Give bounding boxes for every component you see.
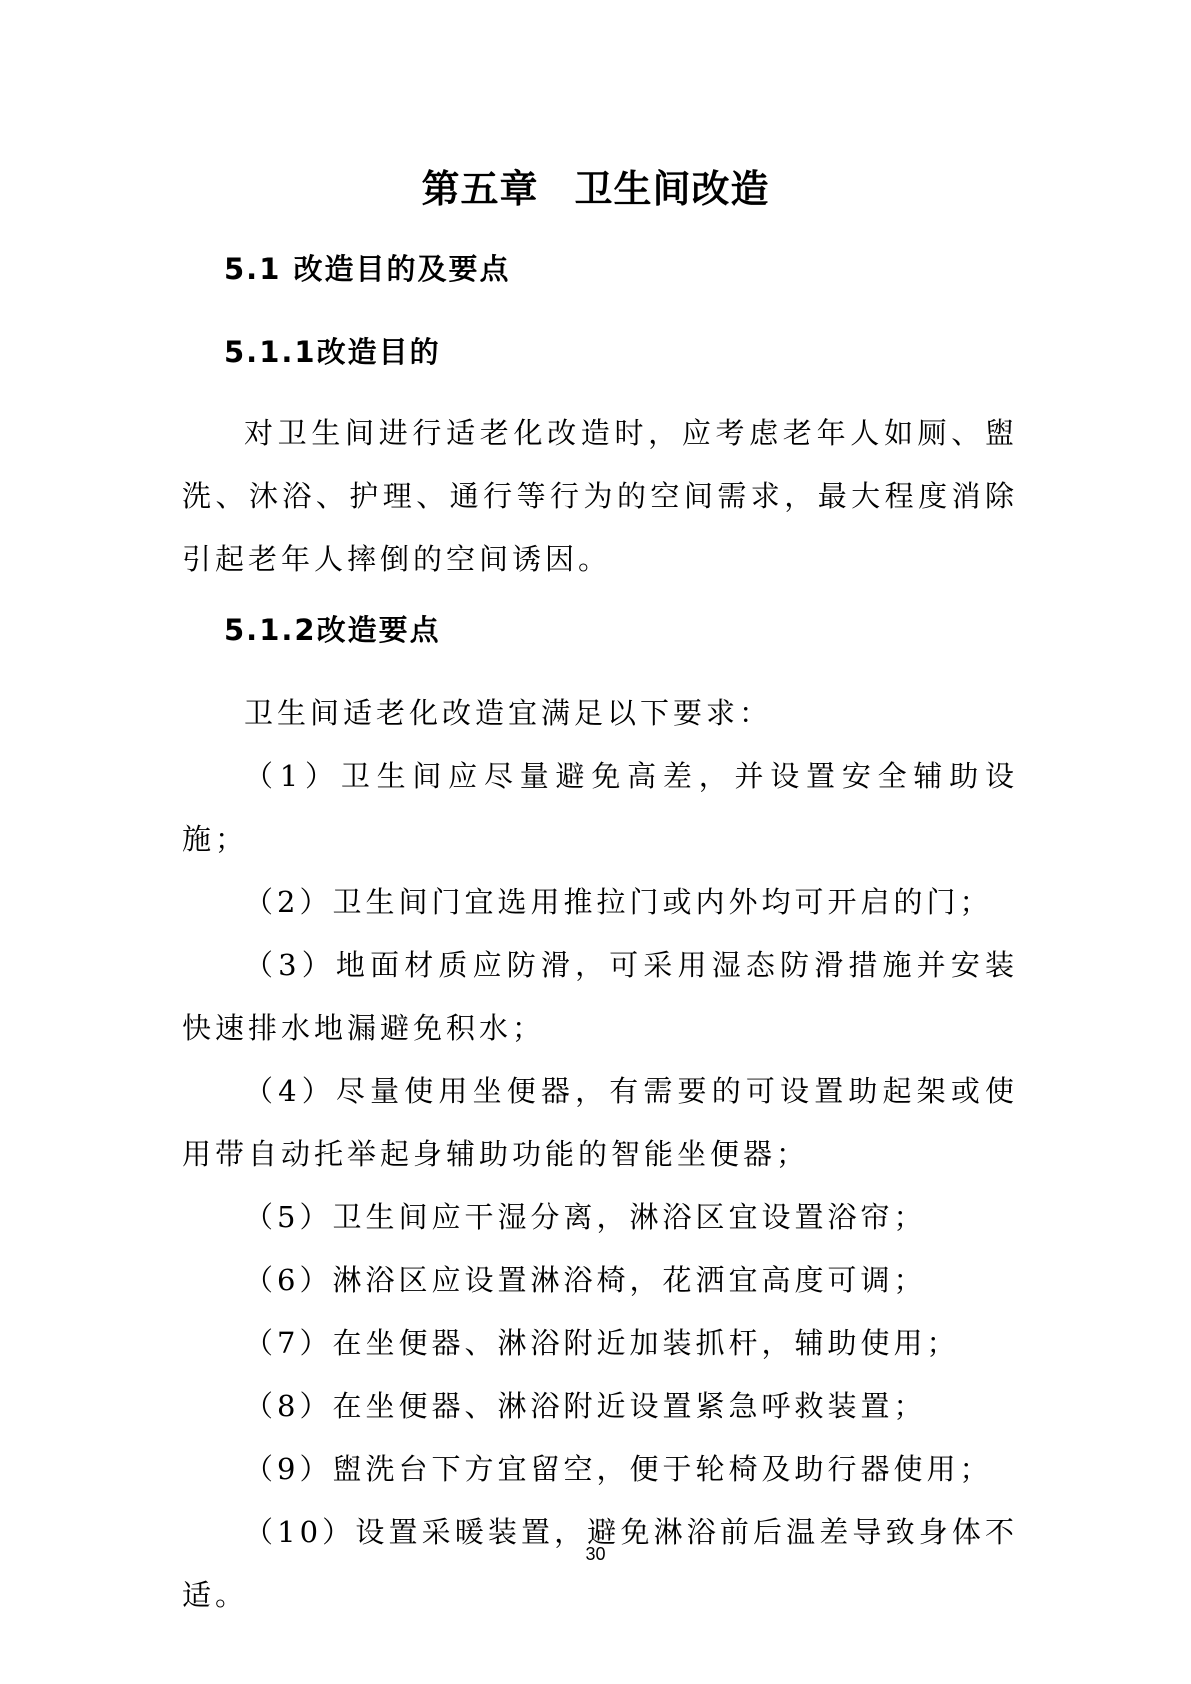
list-item: （8）在坐便器、淋浴附近设置紧急呼救装置； xyxy=(244,1389,927,1423)
purpose-paragraph: 对卫生间进行适老化改造时，应考虑老年人如厕、盥洗、沐浴、护理、通行等行为的空间需求，最大程度消除引起老年人摔倒的空间诱因。 xyxy=(182,416,1018,576)
key-points-body xyxy=(182,682,1018,1627)
purpose-body xyxy=(182,402,1018,591)
chapter-title xyxy=(0,158,1191,213)
list-item: （10）设置采暖装置，避免淋浴前后温差导致身体不适。 xyxy=(182,1515,1018,1612)
chapter-number: 第五章 xyxy=(421,167,539,211)
key-points-intro: 卫生间适老化改造宜满足以下要求： xyxy=(244,696,773,730)
chapter-name: 卫生间改造 xyxy=(574,167,770,211)
list-item: （9）盥洗台下方宜留空，便于轮椅及助行器使用； xyxy=(244,1452,993,1486)
subsection-heading-purpose: 5.1.1改造目的 xyxy=(224,335,441,369)
list-item: （4）尽量使用坐便器，有需要的可设置助起架或使用带自动托举起身辅助功能的智能坐便器； xyxy=(182,1074,1018,1171)
list-item: （3）地面材质应防滑，可采用湿态防滑措施并安装快速排水地漏避免积水； xyxy=(182,948,1018,1045)
list-item: （2）卫生间门宜选用推拉门或内外均可开启的门； xyxy=(244,885,993,919)
list-item: （1）卫生间应尽量避免高差，并设置安全辅助设施； xyxy=(182,759,1018,856)
list-item: （7）在坐便器、淋浴附近加装抓杆，辅助使用； xyxy=(244,1326,960,1360)
section-heading: 5.1 改造目的及要点 xyxy=(224,252,511,286)
list-item: （5）卫生间应干湿分离，淋浴区宜设置浴帘； xyxy=(244,1200,927,1234)
page-number: 30 xyxy=(585,1544,606,1564)
subsection-heading-key-points: 5.1.2改造要点 xyxy=(224,613,441,647)
list-item: （6）淋浴区应设置淋浴椅，花洒宜高度可调； xyxy=(244,1263,927,1297)
